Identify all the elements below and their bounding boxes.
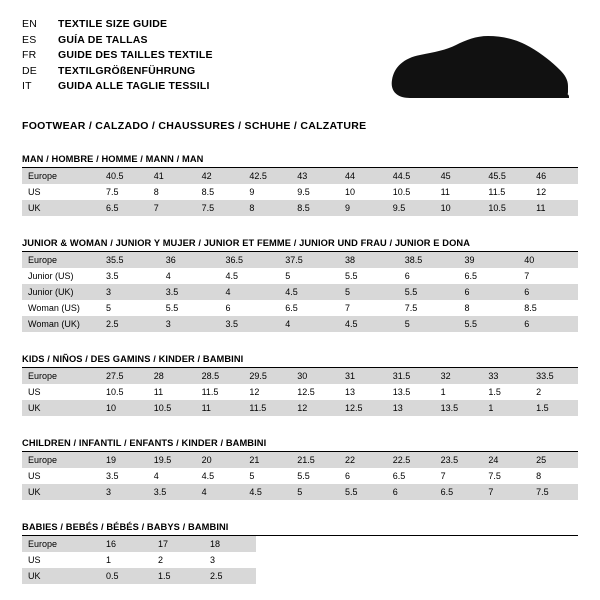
language-row xyxy=(22,65,213,81)
cell-empty xyxy=(256,552,578,568)
cell: 4.5 xyxy=(339,316,399,332)
cell: 5.5 xyxy=(459,316,519,332)
row-label: US xyxy=(28,387,41,397)
cell: 11.5 xyxy=(243,400,291,416)
group-title: JUNIOR & WOMAN / JUNIOR Y MUJER / JUNIOR ET FEMME / JUNIOR UND FRAU / JUNIOR E DONA xyxy=(22,238,578,252)
cell: 6.5 xyxy=(435,484,483,500)
cell: 1.5 xyxy=(152,568,204,584)
cell: 1 xyxy=(106,555,112,565)
group-title: BABIES / BEBÉS / BÉBÉS / BABYS / BAMBINI xyxy=(22,522,578,536)
group-title: CHILDREN / INFANTIL / ENFANTS / KINDER / BAMBINI xyxy=(22,438,578,452)
cell: 7.5 xyxy=(106,187,119,197)
size-table-body xyxy=(22,452,578,500)
table-row xyxy=(22,452,578,468)
cell: 45 xyxy=(435,168,483,184)
language-title: TEXTILE SIZE GUIDE xyxy=(58,18,168,30)
cell: 6 xyxy=(344,471,350,481)
table-row xyxy=(22,568,578,584)
cell: 5.5 xyxy=(345,271,358,281)
cell: 44 xyxy=(339,168,387,184)
language-title-list xyxy=(22,18,213,96)
language-title: TEXTILGRÖßENFÜHRUNG xyxy=(58,64,196,77)
size-table-man xyxy=(22,168,578,216)
cell: 19.5 xyxy=(148,452,196,468)
cell: 4 xyxy=(279,316,339,332)
row-label: Europe xyxy=(22,536,100,552)
cell: 38 xyxy=(339,252,399,268)
cell: 4 xyxy=(153,471,159,481)
cell: 4.5 xyxy=(243,484,291,500)
cell: 2 xyxy=(536,387,542,397)
table-row xyxy=(22,200,578,216)
cell: 12.5 xyxy=(339,400,387,416)
table-row xyxy=(22,184,578,200)
language-title: GUÍA DE TALLAS xyxy=(58,33,148,46)
language-code: DE xyxy=(22,64,37,77)
cell: 10.5 xyxy=(148,400,196,416)
cell: 12.5 xyxy=(297,387,315,397)
cell: 20 xyxy=(196,452,244,468)
cell: 3 xyxy=(210,555,216,565)
table-row xyxy=(22,316,578,332)
table-row xyxy=(22,284,578,300)
cell: 7.5 xyxy=(530,484,578,500)
cell: 17 xyxy=(152,536,204,552)
cell: 8.5 xyxy=(524,303,537,313)
cell: 9 xyxy=(339,200,387,216)
language-title: GUIDE DES TAILLES TEXTILE xyxy=(58,49,213,61)
cell: 37.5 xyxy=(279,252,339,268)
cell: 40 xyxy=(518,252,578,268)
cell: 6.5 xyxy=(285,303,298,313)
cell: 23.5 xyxy=(435,452,483,468)
row-label: Woman (US) xyxy=(28,303,80,313)
size-table-body xyxy=(22,168,578,216)
cell: 8.5 xyxy=(291,200,339,216)
cell: 1 xyxy=(482,400,530,416)
cell: 7 xyxy=(345,303,351,313)
cell: 6 xyxy=(518,316,578,332)
cell: 21 xyxy=(243,452,291,468)
cell: 13 xyxy=(344,387,355,397)
cell: 7.5 xyxy=(196,200,244,216)
cell: 42 xyxy=(196,168,244,184)
cell: 1.5 xyxy=(488,387,501,397)
row-label: US xyxy=(28,471,41,481)
row-label: UK xyxy=(22,484,100,500)
cell: 2.5 xyxy=(100,316,160,332)
row-label: UK xyxy=(22,200,100,216)
cell: 31.5 xyxy=(387,368,435,384)
document-header xyxy=(22,18,578,104)
cell: 45.5 xyxy=(482,168,530,184)
cell: 3.5 xyxy=(106,471,119,481)
cell: 6.5 xyxy=(464,271,478,281)
group-babies xyxy=(22,522,578,584)
cell-empty xyxy=(256,536,578,552)
cell: 24 xyxy=(482,452,530,468)
dress-shoe-icon xyxy=(380,34,570,106)
cell: 6 xyxy=(518,284,578,300)
cell: 29.5 xyxy=(243,368,291,384)
cell: 3 xyxy=(160,316,220,332)
cell: 2 xyxy=(158,555,164,565)
table-row xyxy=(22,268,578,284)
row-label: Junior (US) xyxy=(28,271,74,281)
table-row xyxy=(22,484,578,500)
row-label: US xyxy=(28,555,41,565)
cell: 5 xyxy=(106,303,112,313)
row-label: UK xyxy=(22,400,100,416)
row-label: Europe xyxy=(22,252,100,268)
cell: 3 xyxy=(100,484,148,500)
table-row xyxy=(22,536,578,552)
cell-empty xyxy=(256,568,578,584)
cell: 3.5 xyxy=(160,284,220,300)
cell: 2.5 xyxy=(204,568,256,584)
cell: 6 xyxy=(459,284,519,300)
cell: 8.5 xyxy=(201,187,215,197)
language-title-list-body xyxy=(22,18,213,96)
cell: 16 xyxy=(100,536,152,552)
cell: 5.5 xyxy=(339,484,387,500)
cell: 28.5 xyxy=(196,368,244,384)
cell: 6.5 xyxy=(100,200,148,216)
cell: 27.5 xyxy=(100,368,148,384)
language-code: FR xyxy=(22,49,37,61)
cell: 9.5 xyxy=(297,187,310,197)
cell: 9 xyxy=(249,187,255,197)
cell: 11 xyxy=(530,200,578,216)
cell: 38.5 xyxy=(399,252,459,268)
cell: 11.5 xyxy=(201,387,219,397)
cell: 11 xyxy=(196,400,244,416)
cell: 31 xyxy=(339,368,387,384)
size-table-body xyxy=(22,368,578,416)
cell: 4 xyxy=(165,271,171,281)
cell: 7 xyxy=(148,200,196,216)
cell: 8 xyxy=(536,471,542,481)
cell: 6 xyxy=(225,303,231,313)
cell: 13 xyxy=(387,400,435,416)
cell: 21.5 xyxy=(291,452,339,468)
cell: 8 xyxy=(464,303,470,313)
cell: 33 xyxy=(482,368,530,384)
cell: 39 xyxy=(459,252,519,268)
cell: 1.5 xyxy=(530,400,578,416)
cell: 10.5 xyxy=(392,187,411,197)
cell: 40.5 xyxy=(100,168,148,184)
cell: 3.5 xyxy=(148,484,196,500)
cell: 10 xyxy=(344,187,355,197)
cell: 4.5 xyxy=(201,471,215,481)
cell: 11 xyxy=(440,187,450,197)
language-code: ES xyxy=(22,33,37,46)
row-label: Junior (UK) xyxy=(22,284,100,300)
group-man xyxy=(22,154,578,216)
language-code: EN xyxy=(22,18,37,30)
table-row xyxy=(22,400,578,416)
cell: 30 xyxy=(291,368,339,384)
group-title: KIDS / NIÑOS / DES GAMINS / KINDER / BAMBINI xyxy=(22,354,578,368)
language-row xyxy=(22,18,213,34)
cell: 5 xyxy=(399,316,459,332)
cell: 36 xyxy=(160,252,220,268)
language-code: IT xyxy=(22,80,32,92)
group-children xyxy=(22,438,578,500)
cell: 5.5 xyxy=(399,284,459,300)
cell: 11.5 xyxy=(488,187,506,197)
cell: 12 xyxy=(249,387,260,397)
cell: 32 xyxy=(435,368,483,384)
cell: 25 xyxy=(530,452,578,468)
cell: 0.5 xyxy=(100,568,152,584)
cell: 42.5 xyxy=(243,168,291,184)
row-label: Woman (UK) xyxy=(22,316,100,332)
cell: 3 xyxy=(100,284,160,300)
cell: 7 xyxy=(524,271,530,281)
footwear-section-title: FOOTWEAR / CALZADO / CHAUSSURES / SCHUHE / CALZATURE xyxy=(22,120,367,132)
table-row xyxy=(22,384,578,400)
cell: 36.5 xyxy=(220,252,280,268)
table-row xyxy=(22,168,578,184)
cell: 4 xyxy=(220,284,280,300)
cell: 7.5 xyxy=(488,471,501,481)
table-row xyxy=(22,300,578,316)
row-label: Europe xyxy=(22,368,100,384)
table-row xyxy=(22,368,578,384)
cell: 46 xyxy=(530,168,578,184)
cell: 43 xyxy=(291,168,339,184)
cell: 3.5 xyxy=(220,316,280,332)
table-row xyxy=(22,252,578,268)
size-table-children xyxy=(22,452,578,500)
size-table-babies xyxy=(22,536,578,584)
language-title: GUIDA ALLE TAGLIE TESSILI xyxy=(58,80,210,92)
row-label: UK xyxy=(22,568,100,584)
cell: 35.5 xyxy=(100,252,160,268)
cell: 6.5 xyxy=(392,471,406,481)
group-junior-woman xyxy=(22,238,578,332)
group-kids xyxy=(22,354,578,416)
cell: 9.5 xyxy=(387,200,435,216)
cell: 22 xyxy=(339,452,387,468)
cell: 5.5 xyxy=(165,303,179,313)
cell: 8 xyxy=(153,187,159,197)
cell: 12 xyxy=(536,187,547,197)
cell: 7 xyxy=(482,484,530,500)
row-label: US xyxy=(28,187,41,197)
language-row xyxy=(22,80,213,96)
cell: 13.5 xyxy=(392,387,411,397)
table-row xyxy=(22,552,578,568)
cell: 6 xyxy=(404,271,410,281)
table-row xyxy=(22,468,578,484)
row-label: Europe xyxy=(22,452,100,468)
size-table-junior-woman xyxy=(22,252,578,332)
cell: 10.5 xyxy=(106,387,124,397)
cell: 5 xyxy=(249,471,255,481)
cell: 44.5 xyxy=(387,168,435,184)
cell: 4.5 xyxy=(279,284,339,300)
row-label: Europe xyxy=(22,168,100,184)
cell: 3.5 xyxy=(106,271,119,281)
cell: 28 xyxy=(148,368,196,384)
cell: 10 xyxy=(100,400,148,416)
cell: 5.5 xyxy=(297,471,310,481)
cell: 41 xyxy=(148,168,196,184)
size-table-body xyxy=(22,252,578,332)
cell: 13.5 xyxy=(435,400,483,416)
cell: 12 xyxy=(291,400,339,416)
cell: 5 xyxy=(339,284,399,300)
size-table-kids xyxy=(22,368,578,416)
cell: 5 xyxy=(291,484,339,500)
cell: 4 xyxy=(196,484,244,500)
cell: 11 xyxy=(153,387,164,397)
cell: 33.5 xyxy=(530,368,578,384)
group-title: MAN / HOMBRE / HOMME / MANN / MAN xyxy=(22,154,578,168)
cell: 4.5 xyxy=(225,271,239,281)
cell: 22.5 xyxy=(387,452,435,468)
cell: 6 xyxy=(387,484,435,500)
cell: 19 xyxy=(100,452,148,468)
cell: 5 xyxy=(285,271,291,281)
language-row xyxy=(22,34,213,50)
cell: 8 xyxy=(243,200,291,216)
language-row xyxy=(22,49,213,65)
cell: 10.5 xyxy=(482,200,530,216)
size-table-body xyxy=(22,536,578,584)
cell: 7.5 xyxy=(404,303,418,313)
cell: 18 xyxy=(204,536,256,552)
cell: 10 xyxy=(435,200,483,216)
cell: 1 xyxy=(440,387,446,397)
cell: 7 xyxy=(440,471,446,481)
